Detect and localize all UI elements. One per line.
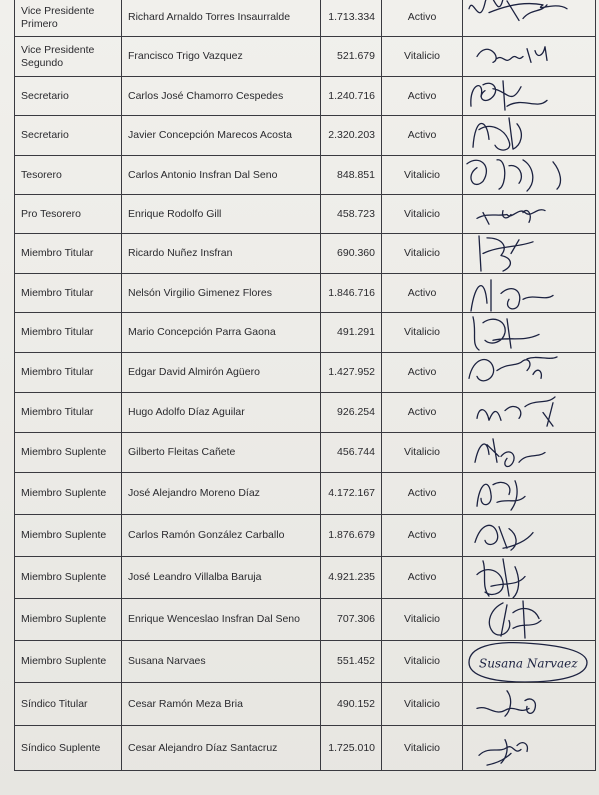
status-cell: Vitalicio [382,234,463,274]
status-cell: Vitalicio [382,195,463,234]
table-row [15,234,596,274]
id-number-cell: 490.152 [321,683,382,726]
name-cell: Cesar Ramón Meza Bria [122,683,321,726]
signature-15 [463,557,596,598]
role-cell: Secretario [15,116,122,156]
signature-cell [463,234,596,274]
role-cell: Secretario [15,77,122,116]
role-cell: Síndico Titular [15,683,122,726]
status-cell: Activo [382,274,463,313]
id-number-cell: 458.723 [321,195,382,234]
table-row [15,353,596,393]
table-row [15,77,596,116]
signature-cell [463,0,596,37]
id-number-cell: 1.725.010 [321,726,382,771]
role-cell: Miembro Suplente [15,473,122,515]
name-cell: Javier Concepción Marecos Acosta [122,116,321,156]
signature-4 [463,116,596,155]
table-row [15,515,596,557]
status-cell: Vitalicio [382,156,463,195]
signature-5 [463,156,596,194]
signature-cell [463,353,596,393]
status-cell: Vitalicio [382,313,463,353]
signature-cell [463,156,596,195]
table-row [15,156,596,195]
id-number-cell: 1.846.716 [321,274,382,313]
status-cell: Vitalicio [382,599,463,641]
role-cell: Vice Presidente Primero [15,0,122,37]
signature-9 [463,313,596,352]
table-row [15,599,596,641]
role-cell: Miembro Titular [15,393,122,433]
signature-handwriting: Susana Narvaez [479,656,578,671]
role-cell: Miembro Suplente [15,599,122,641]
table-row [15,641,596,683]
table-row [15,473,596,515]
id-number-cell: 926.254 [321,393,382,433]
id-number-cell: 1.427.952 [321,353,382,393]
name-cell: Carlos José Chamorro Cespedes [122,77,321,116]
table-row [15,726,596,771]
signature-17 [463,641,596,682]
signature-6 [463,195,596,233]
role-cell: Síndico Suplente [15,726,122,771]
signature-cell [463,515,596,557]
status-cell: Vitalicio [382,641,463,683]
status-cell: Vitalicio [382,726,463,771]
name-cell: Susana Narvaes [122,641,321,683]
signature-8 [463,274,596,312]
table-row [15,557,596,599]
table-row [15,0,596,37]
board-members-table [14,0,596,771]
id-number-cell: 456.744 [321,433,382,473]
id-number-cell: 4.172.167 [321,473,382,515]
role-cell: Miembro Titular [15,234,122,274]
id-number-cell: 707.306 [321,599,382,641]
status-cell: Activo [382,515,463,557]
status-cell: Activo [382,353,463,393]
signature-cell [463,599,596,641]
role-cell: Miembro Suplente [15,515,122,557]
role-cell: Pro Tesorero [15,195,122,234]
signature-cell [463,393,596,433]
status-cell: Activo [382,473,463,515]
table-row [15,433,596,473]
name-cell: Cesar Alejandro Díaz Santacruz [122,726,321,771]
id-number-cell: 491.291 [321,313,382,353]
signature-11 [463,393,596,432]
table-row [15,195,596,234]
role-cell: Miembro Suplente [15,557,122,599]
role-cell: Miembro Titular [15,274,122,313]
role-cell: Miembro Titular [15,353,122,393]
signature-10 [463,353,596,392]
role-cell: Miembro Titular [15,313,122,353]
name-cell: Carlos Ramón González Carballo [122,515,321,557]
id-number-cell: 848.851 [321,156,382,195]
signature-cell [463,77,596,116]
table-row [15,683,596,726]
signature-cell [463,557,596,599]
signature-18 [463,683,596,725]
role-cell: Miembro Suplente [15,433,122,473]
name-cell: Hugo Adolfo Díaz Aguilar [122,393,321,433]
role-cell: Vice Presidente Segundo [15,37,122,77]
signature-cell [463,473,596,515]
signature-1 [463,0,596,36]
signature-cell [463,726,596,771]
status-cell: Vitalicio [382,433,463,473]
name-cell: Gilberto Fleitas Cañete [122,433,321,473]
name-cell: Carlos Antonio Insfran Dal Seno [122,156,321,195]
signature-7 [463,234,596,273]
signature-3 [463,77,596,115]
name-cell: Enrique Rodolfo Gill [122,195,321,234]
table-body [15,0,596,771]
signature-14 [463,515,596,556]
id-number-cell: 1.713.334 [321,0,382,37]
signature-cell [463,683,596,726]
table-row [15,37,596,77]
name-cell: Enrique Wenceslao Insfran Dal Seno [122,599,321,641]
name-cell: Edgar David Almirón Agüero [122,353,321,393]
signature-cell [463,433,596,473]
signature-12 [463,433,596,472]
status-cell: Vitalicio [382,37,463,77]
id-number-cell: 1.240.716 [321,77,382,116]
signature-cell [463,313,596,353]
name-cell: Nelsón Virgilio Gimenez Flores [122,274,321,313]
signature-cell [463,116,596,156]
status-cell: Activo [382,557,463,599]
name-cell: José Leandro Villalba Baruja [122,557,321,599]
signature-19 [463,726,596,770]
signature-cell [463,195,596,234]
name-cell: Francisco Trigo Vazquez [122,37,321,77]
signature-2 [463,37,596,76]
table-row [15,313,596,353]
signature-cell [463,274,596,313]
table-row [15,116,596,156]
id-number-cell: 4.921.235 [321,557,382,599]
status-cell: Activo [382,77,463,116]
table-row [15,393,596,433]
name-cell: Mario Concepción Parra Gaona [122,313,321,353]
status-cell: Activo [382,0,463,37]
id-number-cell: 1.876.679 [321,515,382,557]
status-cell: Activo [382,116,463,156]
status-cell: Vitalicio [382,683,463,726]
id-number-cell: 2.320.203 [321,116,382,156]
id-number-cell: 690.360 [321,234,382,274]
signature-cell [463,641,596,683]
id-number-cell: 551.452 [321,641,382,683]
role-cell: Miembro Suplente [15,641,122,683]
role-cell: Tesorero [15,156,122,195]
name-cell: José Alejandro Moreno Díaz [122,473,321,515]
id-number-cell: 521.679 [321,37,382,77]
table-row [15,274,596,313]
status-cell: Activo [382,393,463,433]
signature-13 [463,473,596,514]
signature-cell [463,37,596,77]
name-cell: Ricardo Nuñez Insfran [122,234,321,274]
name-cell: Richard Arnaldo Torres Insaurralde [122,0,321,37]
signature-16 [463,599,596,640]
